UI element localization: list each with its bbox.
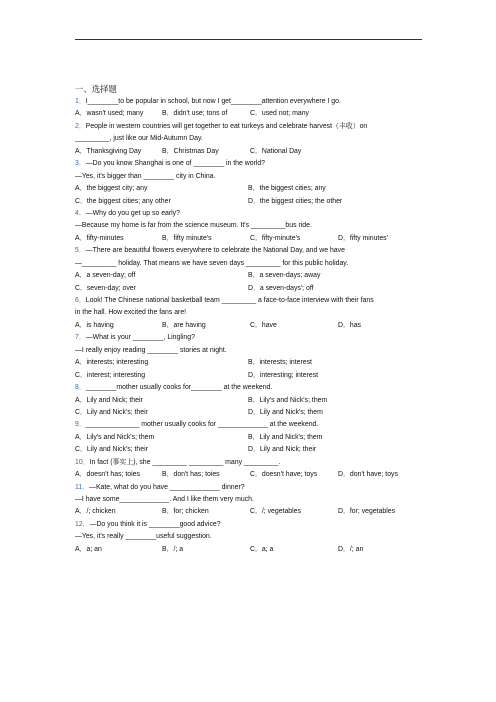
question-stem bbox=[75, 419, 425, 431]
options-row bbox=[75, 407, 425, 419]
question-text: —Because my home is far from the science museum. It's _________bus ride. bbox=[75, 222, 312, 230]
option-a: A．a; an bbox=[75, 545, 102, 553]
options-row bbox=[75, 432, 425, 444]
question-text: —Yes, it's really ________useful suggestion. bbox=[75, 533, 212, 541]
options-row bbox=[75, 357, 425, 369]
options-row bbox=[75, 183, 425, 195]
options-row bbox=[75, 146, 425, 158]
question-text: ________mother usually cooks for________ at the weekend. bbox=[85, 384, 273, 392]
options-row bbox=[75, 283, 425, 295]
option-c: C．interest; interesting bbox=[75, 371, 146, 379]
options-row bbox=[75, 395, 425, 407]
option-b: B．Lily's and Nick's; them bbox=[248, 396, 328, 404]
question-text: —Kate, what do you have _____________ dinner? bbox=[89, 483, 245, 491]
option-c: C．used not; many bbox=[250, 110, 309, 118]
question-stem bbox=[75, 307, 425, 319]
option-b: B．fifty minute's bbox=[162, 234, 212, 242]
option-b: B．/; a bbox=[162, 545, 184, 553]
option-a: A．is having bbox=[75, 321, 114, 329]
question-stem bbox=[75, 208, 425, 220]
question-text: Look! The Chinese national basketball team _________ a face-to-face interview with their fans bbox=[85, 297, 374, 304]
question-text: —_________ holiday. That means we have seven days _________ for this public holiday. bbox=[75, 259, 349, 267]
option-c: C．a; a bbox=[250, 545, 274, 553]
question-stem bbox=[75, 295, 425, 307]
question-stem bbox=[75, 519, 425, 531]
question-text: —Yes, it's bigger than ________ city in China. bbox=[75, 172, 216, 180]
option-c: C．have bbox=[250, 321, 277, 329]
option-d: D．/; an bbox=[338, 545, 364, 553]
option-d: D．fifty minutes' bbox=[338, 234, 388, 242]
section-title: 一、选择题 bbox=[75, 84, 117, 94]
option-a: A．interests; interesting bbox=[75, 359, 149, 367]
question-list bbox=[75, 96, 425, 556]
question-stem bbox=[75, 382, 425, 394]
question-number: 6． bbox=[75, 297, 86, 304]
question-stem bbox=[75, 121, 425, 133]
question-number: 5． bbox=[75, 247, 86, 255]
options-row bbox=[75, 506, 425, 518]
question-text: —What is your ________, Lingling? bbox=[85, 334, 195, 342]
question-text: _________, just like our Mid-Autumn Day. bbox=[75, 135, 203, 143]
question-stem bbox=[75, 220, 425, 232]
option-c: C．doesn't have; toys bbox=[250, 471, 318, 479]
question-text: ______________ mother usually cooks for _____________ at the weekend. bbox=[85, 421, 319, 429]
question-stem bbox=[75, 345, 425, 357]
question-number: 11． bbox=[75, 483, 90, 491]
option-a: A．/; chicken bbox=[75, 508, 116, 516]
option-b: B．don't has; toies bbox=[162, 471, 220, 479]
header-rule bbox=[75, 39, 422, 40]
question-text: In fact (事实上), she _________ _________ many _________. bbox=[89, 458, 281, 466]
question-number: 7． bbox=[75, 334, 86, 342]
options-row bbox=[75, 196, 425, 208]
question-stem bbox=[75, 133, 425, 145]
option-a: A．fifty-minutes bbox=[75, 234, 124, 242]
question-text: —There are beautiful flowers everywhere to celebrate the National Day, and we have bbox=[85, 247, 345, 255]
question-stem bbox=[75, 332, 425, 344]
options-row bbox=[75, 270, 425, 282]
question-text: People in western countries will get together to eat turkeys and celebrate harvest（丰收）on bbox=[85, 122, 368, 130]
option-b: B．the biggest cities; any bbox=[248, 185, 326, 193]
question-stem bbox=[75, 245, 425, 257]
question-stem bbox=[75, 494, 425, 506]
option-d: D．has bbox=[338, 321, 361, 329]
options-row bbox=[75, 444, 425, 456]
option-a: A．the biggest city; any bbox=[75, 185, 148, 193]
options-row bbox=[75, 544, 425, 556]
options-row bbox=[75, 370, 425, 382]
option-a: A．Lily and Nick; their bbox=[75, 396, 143, 404]
option-c: C．/; vegetables bbox=[250, 508, 301, 516]
option-c: C．fifty-minute's bbox=[250, 234, 301, 242]
option-d: D．don't have; toys bbox=[338, 471, 398, 479]
option-a: A．wasn't used; many bbox=[75, 110, 144, 118]
question-number: 1． bbox=[75, 98, 86, 105]
options-row bbox=[75, 233, 425, 245]
question-stem bbox=[75, 96, 425, 108]
option-d: D．the biggest cities; the other bbox=[248, 197, 343, 205]
question-stem bbox=[75, 158, 425, 170]
option-a: A．Thanksgiving Day bbox=[75, 147, 142, 155]
option-b: B．are having bbox=[162, 321, 206, 329]
option-d: D．Lily and Nick; their bbox=[248, 446, 317, 454]
question-number: 9． bbox=[75, 421, 86, 429]
options-row bbox=[75, 469, 425, 481]
option-b: B．Lily and Nick's; them bbox=[248, 433, 323, 441]
option-d: D．interesting; interest bbox=[248, 371, 319, 379]
question-text: I________to be popular in school, but now I get________attention everywhere I go. bbox=[85, 98, 341, 105]
question-text: —I really enjoy reading ________ stories at night. bbox=[75, 346, 227, 354]
option-c: C．Lily and Nick's; their bbox=[75, 408, 148, 416]
question-number: 8． bbox=[75, 384, 86, 392]
option-b: B．didn't use; tons of bbox=[162, 110, 228, 118]
option-c: C．seven-day; over bbox=[75, 284, 136, 292]
question-number: 3． bbox=[75, 160, 86, 168]
option-a: A．Lily's and Nick's; them bbox=[75, 433, 155, 441]
option-c: C．National Day bbox=[250, 147, 302, 155]
question-stem bbox=[75, 258, 425, 270]
option-c: C．the biggest cities; any other bbox=[75, 197, 171, 205]
option-b: B．interests; interest bbox=[248, 359, 312, 367]
option-b: B．for; chicken bbox=[162, 508, 209, 516]
option-a: A．a seven-day; off bbox=[75, 272, 136, 280]
question-number: 12． bbox=[75, 520, 90, 528]
question-stem bbox=[75, 171, 425, 183]
question-stem bbox=[75, 482, 425, 494]
question-number: 4． bbox=[75, 209, 86, 217]
option-d: D．Lily and Nick's; them bbox=[248, 408, 323, 416]
options-row bbox=[75, 320, 425, 332]
question-text: in the hall. How excited the fans are! bbox=[75, 309, 187, 317]
question-stem bbox=[75, 531, 425, 543]
option-d: D．for; vegetables bbox=[338, 508, 396, 516]
options-row bbox=[75, 108, 425, 120]
question-number: 2． bbox=[75, 122, 86, 130]
question-text: —Why do you get up so early? bbox=[85, 209, 180, 217]
question-text: —Do you know Shanghai is one of ________ in the world? bbox=[85, 160, 266, 168]
option-b: B．Christmas Day bbox=[162, 147, 219, 155]
option-c: C．Lily and Nick's; their bbox=[75, 446, 148, 454]
option-b: B．a seven-days; away bbox=[248, 272, 321, 280]
question-number: 10． bbox=[75, 458, 90, 466]
question-text: —Do you think it is ________good advice? bbox=[89, 520, 221, 528]
option-d: D．a seven-days'; off bbox=[248, 284, 314, 292]
question-stem bbox=[75, 457, 425, 469]
question-text: —I have some_____________. And I like them very much. bbox=[75, 496, 254, 503]
option-a: A．doesn't has; toies bbox=[75, 471, 140, 479]
